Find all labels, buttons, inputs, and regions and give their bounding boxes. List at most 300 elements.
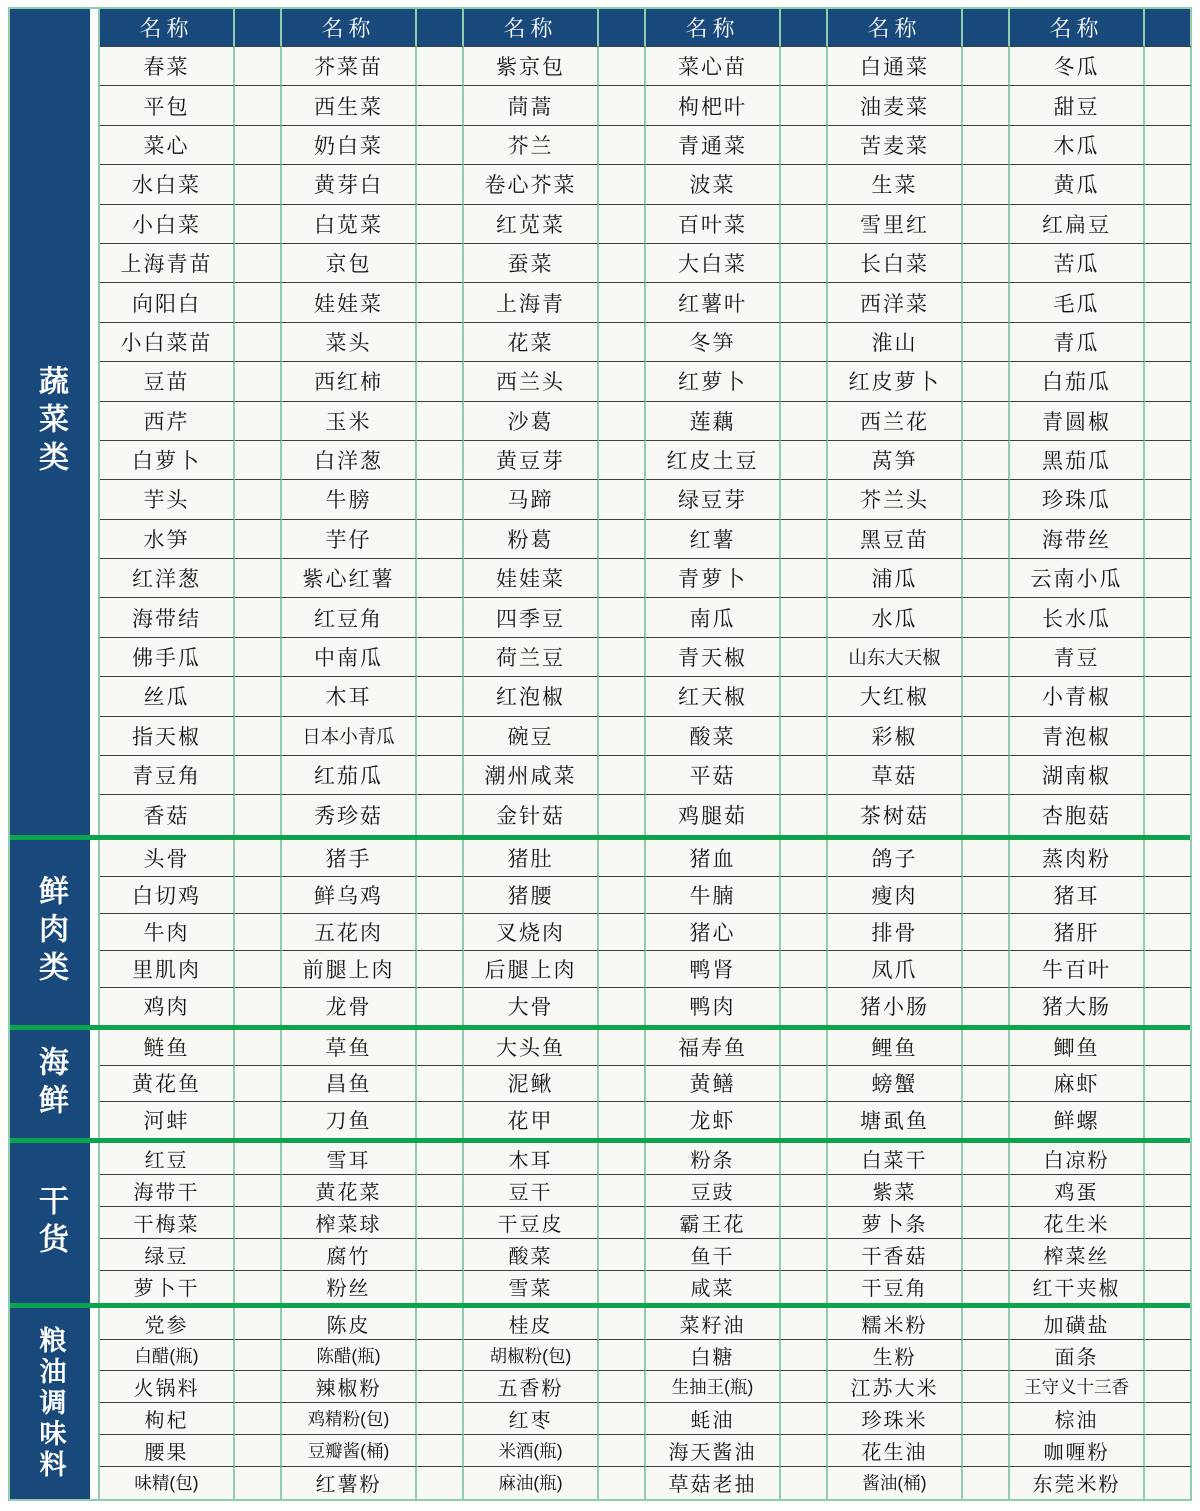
item-cell: 红茄瓜 <box>282 756 417 795</box>
price-cell-empty <box>1145 1175 1192 1207</box>
item-cell: 白苋菜 <box>282 205 417 244</box>
section-grid-fresh-meat <box>98 840 1192 1025</box>
price-cell-empty <box>781 840 828 877</box>
item-cell: 龙骨 <box>282 988 417 1025</box>
section-fresh-meat <box>10 840 1190 1025</box>
item-cell: 陈皮 <box>282 1308 417 1340</box>
column-header-name: 名称 <box>828 9 963 47</box>
price-cell-empty <box>1145 677 1192 716</box>
price-cell-empty <box>1145 520 1192 559</box>
item-cell: 京包 <box>282 244 417 283</box>
item-cell: 芋仔 <box>282 520 417 559</box>
item-cell: 红枣 <box>464 1403 599 1435</box>
price-cell-empty <box>417 840 464 877</box>
item-cell: 鸡精粉(包) <box>282 1403 417 1435</box>
item-cell: 生菜 <box>828 165 963 204</box>
price-cell-empty <box>235 480 282 519</box>
item-cell: 咖喱粉 <box>1010 1435 1145 1467</box>
price-cell-empty <box>963 1467 1010 1499</box>
item-cell: 西红柿 <box>282 362 417 401</box>
price-cell-empty <box>235 988 282 1025</box>
item-cell: 白萝卜 <box>100 441 235 480</box>
price-cell-empty <box>963 1102 1010 1138</box>
price-cell-empty <box>235 47 282 86</box>
price-cell-empty <box>235 559 282 598</box>
price-cell-empty <box>235 520 282 559</box>
price-cell-empty <box>599 441 646 480</box>
price-cell-empty <box>781 638 828 677</box>
item-cell: 生粉 <box>828 1340 963 1372</box>
price-cell-empty <box>1145 951 1192 988</box>
price-cell-empty <box>417 598 464 637</box>
price-cell-empty <box>417 441 464 480</box>
price-cell-empty <box>781 559 828 598</box>
price-cell-empty <box>963 1066 1010 1102</box>
price-cell-empty <box>599 205 646 244</box>
price-cell-empty <box>599 795 646 834</box>
item-cell: 红豆 <box>100 1143 235 1175</box>
price-cell-empty <box>599 402 646 441</box>
item-cell: 刀鱼 <box>282 1102 417 1138</box>
price-cell-empty <box>599 717 646 756</box>
price-cell-empty <box>781 1403 828 1435</box>
price-cell-empty <box>235 205 282 244</box>
price-cell-empty <box>235 951 282 988</box>
price-cell-empty <box>417 1143 464 1175</box>
price-cell-empty <box>235 283 282 322</box>
item-cell: 小青椒 <box>1010 677 1145 716</box>
item-cell: 中南瓜 <box>282 638 417 677</box>
price-cell-empty <box>599 951 646 988</box>
item-cell: 西芹 <box>100 402 235 441</box>
item-cell: 白醋(瓶) <box>100 1340 235 1372</box>
item-cell: 金针菇 <box>464 795 599 834</box>
price-cell-empty <box>963 47 1010 86</box>
price-cell-empty <box>235 1207 282 1239</box>
item-cell: 霸王花 <box>646 1207 781 1239</box>
price-cell-empty <box>417 1371 464 1403</box>
price-cell-empty <box>963 1239 1010 1271</box>
price-cell-empty <box>963 1371 1010 1403</box>
item-cell: 麻虾 <box>1010 1066 1145 1102</box>
price-cell-empty <box>1145 1435 1192 1467</box>
price-cell-empty <box>781 1239 828 1271</box>
price-cell-empty <box>599 1308 646 1340</box>
price-cell-empty <box>1145 756 1192 795</box>
price-cell-empty <box>235 1340 282 1372</box>
item-cell: 东莞米粉 <box>1010 1467 1145 1499</box>
price-cell-empty <box>963 1403 1010 1435</box>
item-cell: 猪手 <box>282 840 417 877</box>
item-cell: 猪血 <box>646 840 781 877</box>
item-cell: 百叶菜 <box>646 205 781 244</box>
price-cell-empty <box>963 244 1010 283</box>
price-cell-empty <box>781 323 828 362</box>
price-cell-empty <box>963 1271 1010 1303</box>
column-header-name: 名称 <box>646 9 781 47</box>
item-cell: 莴笋 <box>828 441 963 480</box>
item-cell: 指天椒 <box>100 717 235 756</box>
price-cell-empty <box>417 1403 464 1435</box>
price-cell-empty <box>599 47 646 86</box>
price-cell-empty <box>417 126 464 165</box>
item-cell: 红干夹椒 <box>1010 1271 1145 1303</box>
item-cell: 红薯 <box>646 520 781 559</box>
price-cell-empty <box>417 1271 464 1303</box>
item-cell: 里肌肉 <box>100 951 235 988</box>
item-cell: 粉葛 <box>464 520 599 559</box>
price-cell-empty <box>599 1239 646 1271</box>
item-cell: 排骨 <box>828 914 963 951</box>
price-cell-empty <box>235 1467 282 1499</box>
price-cell-empty <box>417 559 464 598</box>
item-cell: 菜心苗 <box>646 47 781 86</box>
item-cell: 青萝卜 <box>646 559 781 598</box>
item-cell: 冬笋 <box>646 323 781 362</box>
price-cell-empty <box>781 1207 828 1239</box>
item-cell: 萝卜条 <box>828 1207 963 1239</box>
item-cell: 碗豆 <box>464 717 599 756</box>
item-cell: 秀珍菇 <box>282 795 417 834</box>
item-cell: 红天椒 <box>646 677 781 716</box>
item-cell: 平菇 <box>646 756 781 795</box>
price-cell-empty <box>599 362 646 401</box>
item-cell: 向阳白 <box>100 283 235 322</box>
sidebar-gap <box>90 1030 98 1138</box>
price-cell-empty <box>963 1030 1010 1066</box>
item-cell: 干梅菜 <box>100 1207 235 1239</box>
item-cell: 南瓜 <box>646 598 781 637</box>
item-cell: 鲢鱼 <box>100 1030 235 1066</box>
item-cell: 西兰花 <box>828 402 963 441</box>
price-cell-empty <box>963 1435 1010 1467</box>
item-cell: 大头鱼 <box>464 1030 599 1066</box>
item-cell: 瘦肉 <box>828 877 963 914</box>
item-cell: 香菇 <box>100 795 235 834</box>
item-cell: 雪菜 <box>464 1271 599 1303</box>
price-cell-empty <box>235 1435 282 1467</box>
item-cell: 黄花鱼 <box>100 1066 235 1102</box>
price-cell-empty <box>599 1371 646 1403</box>
price-cell-empty <box>781 1030 828 1066</box>
item-cell: 浦瓜 <box>828 559 963 598</box>
item-cell: 菜头 <box>282 323 417 362</box>
item-cell: 大白菜 <box>646 244 781 283</box>
price-cell-empty <box>1145 1207 1192 1239</box>
item-cell: 牛膀 <box>282 480 417 519</box>
item-cell: 茶树菇 <box>828 795 963 834</box>
price-cell-empty <box>599 677 646 716</box>
price-cell-empty <box>781 402 828 441</box>
price-cell-empty <box>599 1143 646 1175</box>
price-cell-empty <box>1145 1102 1192 1138</box>
item-cell: 马蹄 <box>464 480 599 519</box>
price-cell-empty <box>1145 1239 1192 1271</box>
price-cell-empty <box>781 244 828 283</box>
price-cell-empty <box>781 988 828 1025</box>
item-cell: 桂皮 <box>464 1308 599 1340</box>
item-cell: 娃娃菜 <box>282 283 417 322</box>
item-cell: 酸菜 <box>464 1239 599 1271</box>
price-cell-empty <box>417 1207 464 1239</box>
price-cell-empty <box>781 480 828 519</box>
section-grain-oil-seasoning <box>10 1308 1190 1499</box>
price-cell-empty <box>235 1102 282 1138</box>
item-cell: 草菇 <box>828 756 963 795</box>
price-cell-empty <box>963 914 1010 951</box>
price-cell-empty <box>417 877 464 914</box>
item-cell: 红泡椒 <box>464 677 599 716</box>
price-cell-empty <box>417 323 464 362</box>
price-cell-empty <box>599 988 646 1025</box>
price-cell-empty <box>781 877 828 914</box>
column-header-name: 名称 <box>100 9 235 47</box>
price-cell-empty <box>599 638 646 677</box>
section-grid-grain-oil-seasoning <box>98 1308 1192 1499</box>
column-header-price-empty <box>599 9 646 47</box>
item-cell: 猪耳 <box>1010 877 1145 914</box>
item-cell: 红薯叶 <box>646 283 781 322</box>
price-cell-empty <box>235 795 282 834</box>
price-cell-empty <box>417 480 464 519</box>
price-cell-empty <box>235 1403 282 1435</box>
item-cell: 山东大天椒 <box>828 638 963 677</box>
item-cell: 苦瓜 <box>1010 244 1145 283</box>
price-cell-empty <box>1145 1143 1192 1175</box>
item-cell: 淮山 <box>828 323 963 362</box>
column-header-price-empty <box>781 9 828 47</box>
price-cell-empty <box>781 441 828 480</box>
item-cell: 海天酱油 <box>646 1435 781 1467</box>
price-cell-empty <box>963 165 1010 204</box>
price-cell-empty <box>417 717 464 756</box>
item-cell: 木瓜 <box>1010 126 1145 165</box>
item-cell: 杏胞菇 <box>1010 795 1145 834</box>
price-cell-empty <box>599 1030 646 1066</box>
price-cell-empty <box>599 126 646 165</box>
price-cell-empty <box>963 1175 1010 1207</box>
item-cell: 生抽王(瓶) <box>646 1371 781 1403</box>
item-cell: 毛瓜 <box>1010 283 1145 322</box>
item-cell: 胡椒粉(包) <box>464 1340 599 1372</box>
price-cell-empty <box>417 244 464 283</box>
item-cell: 木耳 <box>282 677 417 716</box>
price-cell-empty <box>781 1066 828 1102</box>
price-cell-empty <box>417 165 464 204</box>
item-cell: 江苏大米 <box>828 1371 963 1403</box>
item-cell: 花生米 <box>1010 1207 1145 1239</box>
item-cell: 红薯粉 <box>282 1467 417 1499</box>
price-cell-empty <box>1145 165 1192 204</box>
item-cell: 鸭肾 <box>646 951 781 988</box>
item-cell: 榨菜丝 <box>1010 1239 1145 1271</box>
item-cell: 水瓜 <box>828 598 963 637</box>
price-cell-empty <box>963 717 1010 756</box>
price-cell-empty <box>963 1340 1010 1372</box>
item-cell: 猪腰 <box>464 877 599 914</box>
price-cell-empty <box>235 402 282 441</box>
item-cell: 黄瓜 <box>1010 165 1145 204</box>
item-cell: 珍珠瓜 <box>1010 480 1145 519</box>
price-cell-empty <box>599 323 646 362</box>
price-cell-empty <box>963 988 1010 1025</box>
price-cell-empty <box>417 283 464 322</box>
item-cell: 蚝油 <box>646 1403 781 1435</box>
item-cell: 白茄瓜 <box>1010 362 1145 401</box>
price-cell-empty <box>599 86 646 125</box>
item-cell: 娃娃菜 <box>464 559 599 598</box>
category-cell-dried-goods <box>10 1143 90 1303</box>
item-cell: 榨菜球 <box>282 1207 417 1239</box>
item-cell: 彩椒 <box>828 717 963 756</box>
item-cell: 棕油 <box>1010 1403 1145 1435</box>
price-cell-empty <box>599 1467 646 1499</box>
price-cell-empty <box>1145 480 1192 519</box>
item-cell: 豆苗 <box>100 362 235 401</box>
item-cell: 红苋菜 <box>464 205 599 244</box>
price-cell-empty <box>417 988 464 1025</box>
item-cell: 猪肝 <box>1010 914 1145 951</box>
item-cell: 上海青 <box>464 283 599 322</box>
item-cell: 鱼干 <box>646 1239 781 1271</box>
price-cell-empty <box>599 598 646 637</box>
price-cell-empty <box>1145 1403 1192 1435</box>
price-cell-empty <box>599 1175 646 1207</box>
item-cell: 丝瓜 <box>100 677 235 716</box>
item-cell: 红皮土豆 <box>646 441 781 480</box>
item-cell: 绿豆 <box>100 1239 235 1271</box>
item-cell: 木耳 <box>464 1143 599 1175</box>
price-cell-empty <box>599 244 646 283</box>
price-cell-empty <box>1145 988 1192 1025</box>
item-cell: 牛肉 <box>100 914 235 951</box>
price-cell-empty <box>781 756 828 795</box>
item-cell: 河蚌 <box>100 1102 235 1138</box>
item-cell: 花甲 <box>464 1102 599 1138</box>
price-cell-empty <box>781 1308 828 1340</box>
column-header-price-empty <box>1145 9 1192 47</box>
item-cell: 黑茄瓜 <box>1010 441 1145 480</box>
item-cell: 萝卜干 <box>100 1271 235 1303</box>
item-cell: 蚕菜 <box>464 244 599 283</box>
price-cell-empty <box>1145 638 1192 677</box>
price-cell-empty <box>963 441 1010 480</box>
item-cell: 白通菜 <box>828 47 963 86</box>
price-cell-empty <box>1145 283 1192 322</box>
price-cell-empty <box>781 362 828 401</box>
price-cell-empty <box>781 47 828 86</box>
item-cell: 玉米 <box>282 402 417 441</box>
item-cell: 豆豉 <box>646 1175 781 1207</box>
item-cell: 牛腩 <box>646 877 781 914</box>
column-header-price-empty <box>417 9 464 47</box>
item-cell: 青通菜 <box>646 126 781 165</box>
item-cell: 黄花菜 <box>282 1175 417 1207</box>
item-cell: 蒸肉粉 <box>1010 840 1145 877</box>
price-cell-empty <box>235 756 282 795</box>
price-cell-empty <box>417 1308 464 1340</box>
price-cell-empty <box>963 1207 1010 1239</box>
price-cell-empty <box>781 914 828 951</box>
category-cell-vegetables <box>10 9 90 835</box>
item-cell: 卷心芥菜 <box>464 165 599 204</box>
sidebar-gap <box>90 9 98 835</box>
category-cell-fresh-meat <box>10 840 90 1025</box>
item-cell: 干豆皮 <box>464 1207 599 1239</box>
item-cell: 红萝卜 <box>646 362 781 401</box>
price-cell-empty <box>599 520 646 559</box>
price-cell-empty <box>963 480 1010 519</box>
item-cell: 水白菜 <box>100 165 235 204</box>
price-cell-empty <box>417 47 464 86</box>
category-cell-seafood <box>10 1030 90 1138</box>
item-cell: 酸菜 <box>646 717 781 756</box>
item-cell: 芥兰 <box>464 126 599 165</box>
price-cell-empty <box>235 165 282 204</box>
item-cell: 枸杞 <box>100 1403 235 1435</box>
category-label: 粮油调味料 <box>35 1325 66 1481</box>
item-cell: 草鱼 <box>282 1030 417 1066</box>
item-cell: 腐竹 <box>282 1239 417 1271</box>
item-cell: 白菜干 <box>828 1143 963 1175</box>
item-cell: 海带干 <box>100 1175 235 1207</box>
item-cell: 粉丝 <box>282 1271 417 1303</box>
item-cell: 白洋葱 <box>282 441 417 480</box>
item-cell: 云南小瓜 <box>1010 559 1145 598</box>
price-cell-empty <box>1145 205 1192 244</box>
price-cell-empty <box>963 795 1010 834</box>
price-cell-empty <box>235 598 282 637</box>
item-cell: 佛手瓜 <box>100 638 235 677</box>
price-cell-empty <box>963 205 1010 244</box>
price-cell-empty <box>963 1308 1010 1340</box>
price-cell-empty <box>1145 1371 1192 1403</box>
price-cell-empty <box>781 677 828 716</box>
item-cell: 波菜 <box>646 165 781 204</box>
item-cell: 前腿上肉 <box>282 951 417 988</box>
item-cell: 雪里红 <box>828 205 963 244</box>
item-cell: 长白菜 <box>828 244 963 283</box>
price-cell-empty <box>781 1175 828 1207</box>
price-cell-empty <box>235 1271 282 1303</box>
item-cell: 鸡肉 <box>100 988 235 1025</box>
price-cell-empty <box>1145 126 1192 165</box>
price-cell-empty <box>599 756 646 795</box>
item-cell: 腰果 <box>100 1435 235 1467</box>
item-cell: 青圆椒 <box>1010 402 1145 441</box>
item-cell: 鲫鱼 <box>1010 1030 1145 1066</box>
item-cell: 泥鳅 <box>464 1066 599 1102</box>
price-cell-empty <box>781 1467 828 1499</box>
price-cell-empty <box>1145 717 1192 756</box>
price-cell-empty <box>1145 1030 1192 1066</box>
item-cell: 沙葛 <box>464 402 599 441</box>
price-cell-empty <box>417 1030 464 1066</box>
item-cell: 糯米粉 <box>828 1308 963 1340</box>
item-cell: 辣椒粉 <box>282 1371 417 1403</box>
price-cell-empty <box>963 598 1010 637</box>
price-cell-empty <box>963 756 1010 795</box>
item-cell: 味精(包) <box>100 1467 235 1499</box>
price-cell-empty <box>963 638 1010 677</box>
price-cell-empty <box>599 1207 646 1239</box>
item-cell: 面条 <box>1010 1340 1145 1372</box>
item-cell: 黄豆芽 <box>464 441 599 480</box>
item-cell: 苦麦菜 <box>828 126 963 165</box>
item-cell: 昌鱼 <box>282 1066 417 1102</box>
price-cell-empty <box>1145 402 1192 441</box>
item-cell: 雪耳 <box>282 1143 417 1175</box>
